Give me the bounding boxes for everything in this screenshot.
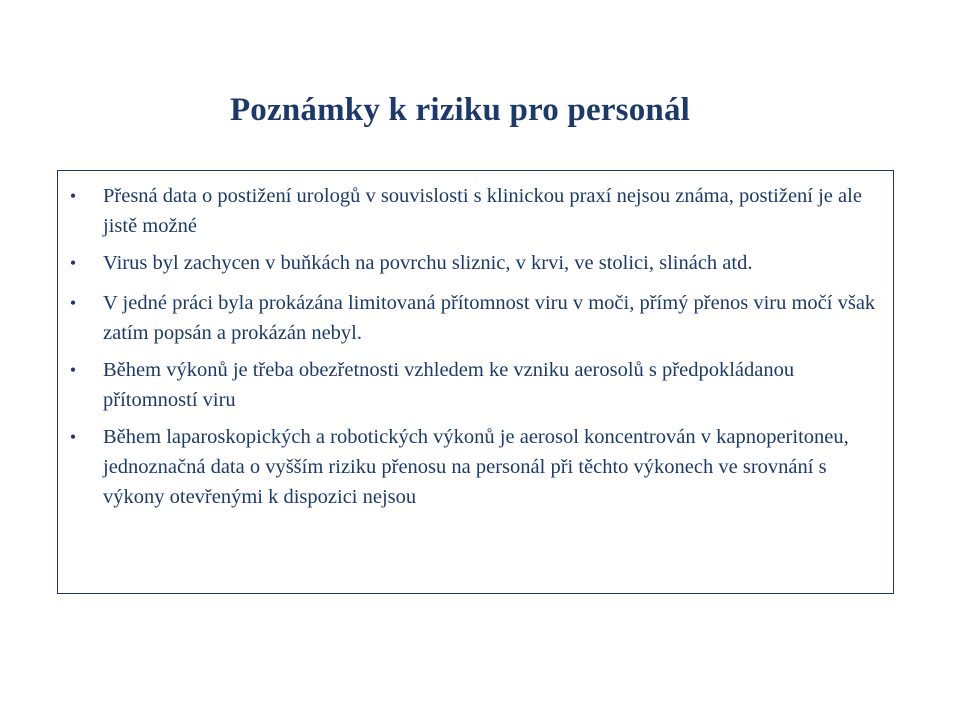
bullet-text: Během výkonů je třeba obezřetnosti vzhledem ke vzniku aerosolů s předpokládanou přítomností viru [103,359,795,411]
bullet-item [58,288,893,348]
slide-title: Poznámky k riziku pro personál [229,92,691,128]
bullet-item [58,248,893,278]
bullet-text: Přesná data o postižení urologů v souvislosti s klinickou praxí nejsou známa, postižení je ale jistě možné [103,185,862,237]
bullet-list [58,181,893,519]
bullet-dot-icon: • [69,186,77,206]
bullet-dot-icon: • [69,253,77,273]
bullet-text: V jedné práci byla prokázána limitovaná přítomnost viru v moči, přímý přenos viru močí však zatím popsán a prokázán nebyl. [103,292,876,344]
bullet-dot-icon: • [69,427,77,447]
bullet-item [58,181,893,241]
bullet-item [58,355,893,415]
bullet-text: Během laparoskopických a robotických výkonů je aerosol koncentrován v kapnoperitoneu, jednoznačná data o vyšším riziku přenosu na personál při těchto výkonech ve srovnání s výkony otevřenými k dispozici nejsou [103,426,849,508]
bullet-dot-icon: • [69,360,77,380]
bullet-dot-icon: • [69,293,77,313]
content-box [57,170,894,594]
bullet-text: Virus byl zachycen v buňkách na povrchu sliznic, v krvi, ve stolici, slinách atd. [103,252,753,274]
bullet-item [58,422,893,512]
